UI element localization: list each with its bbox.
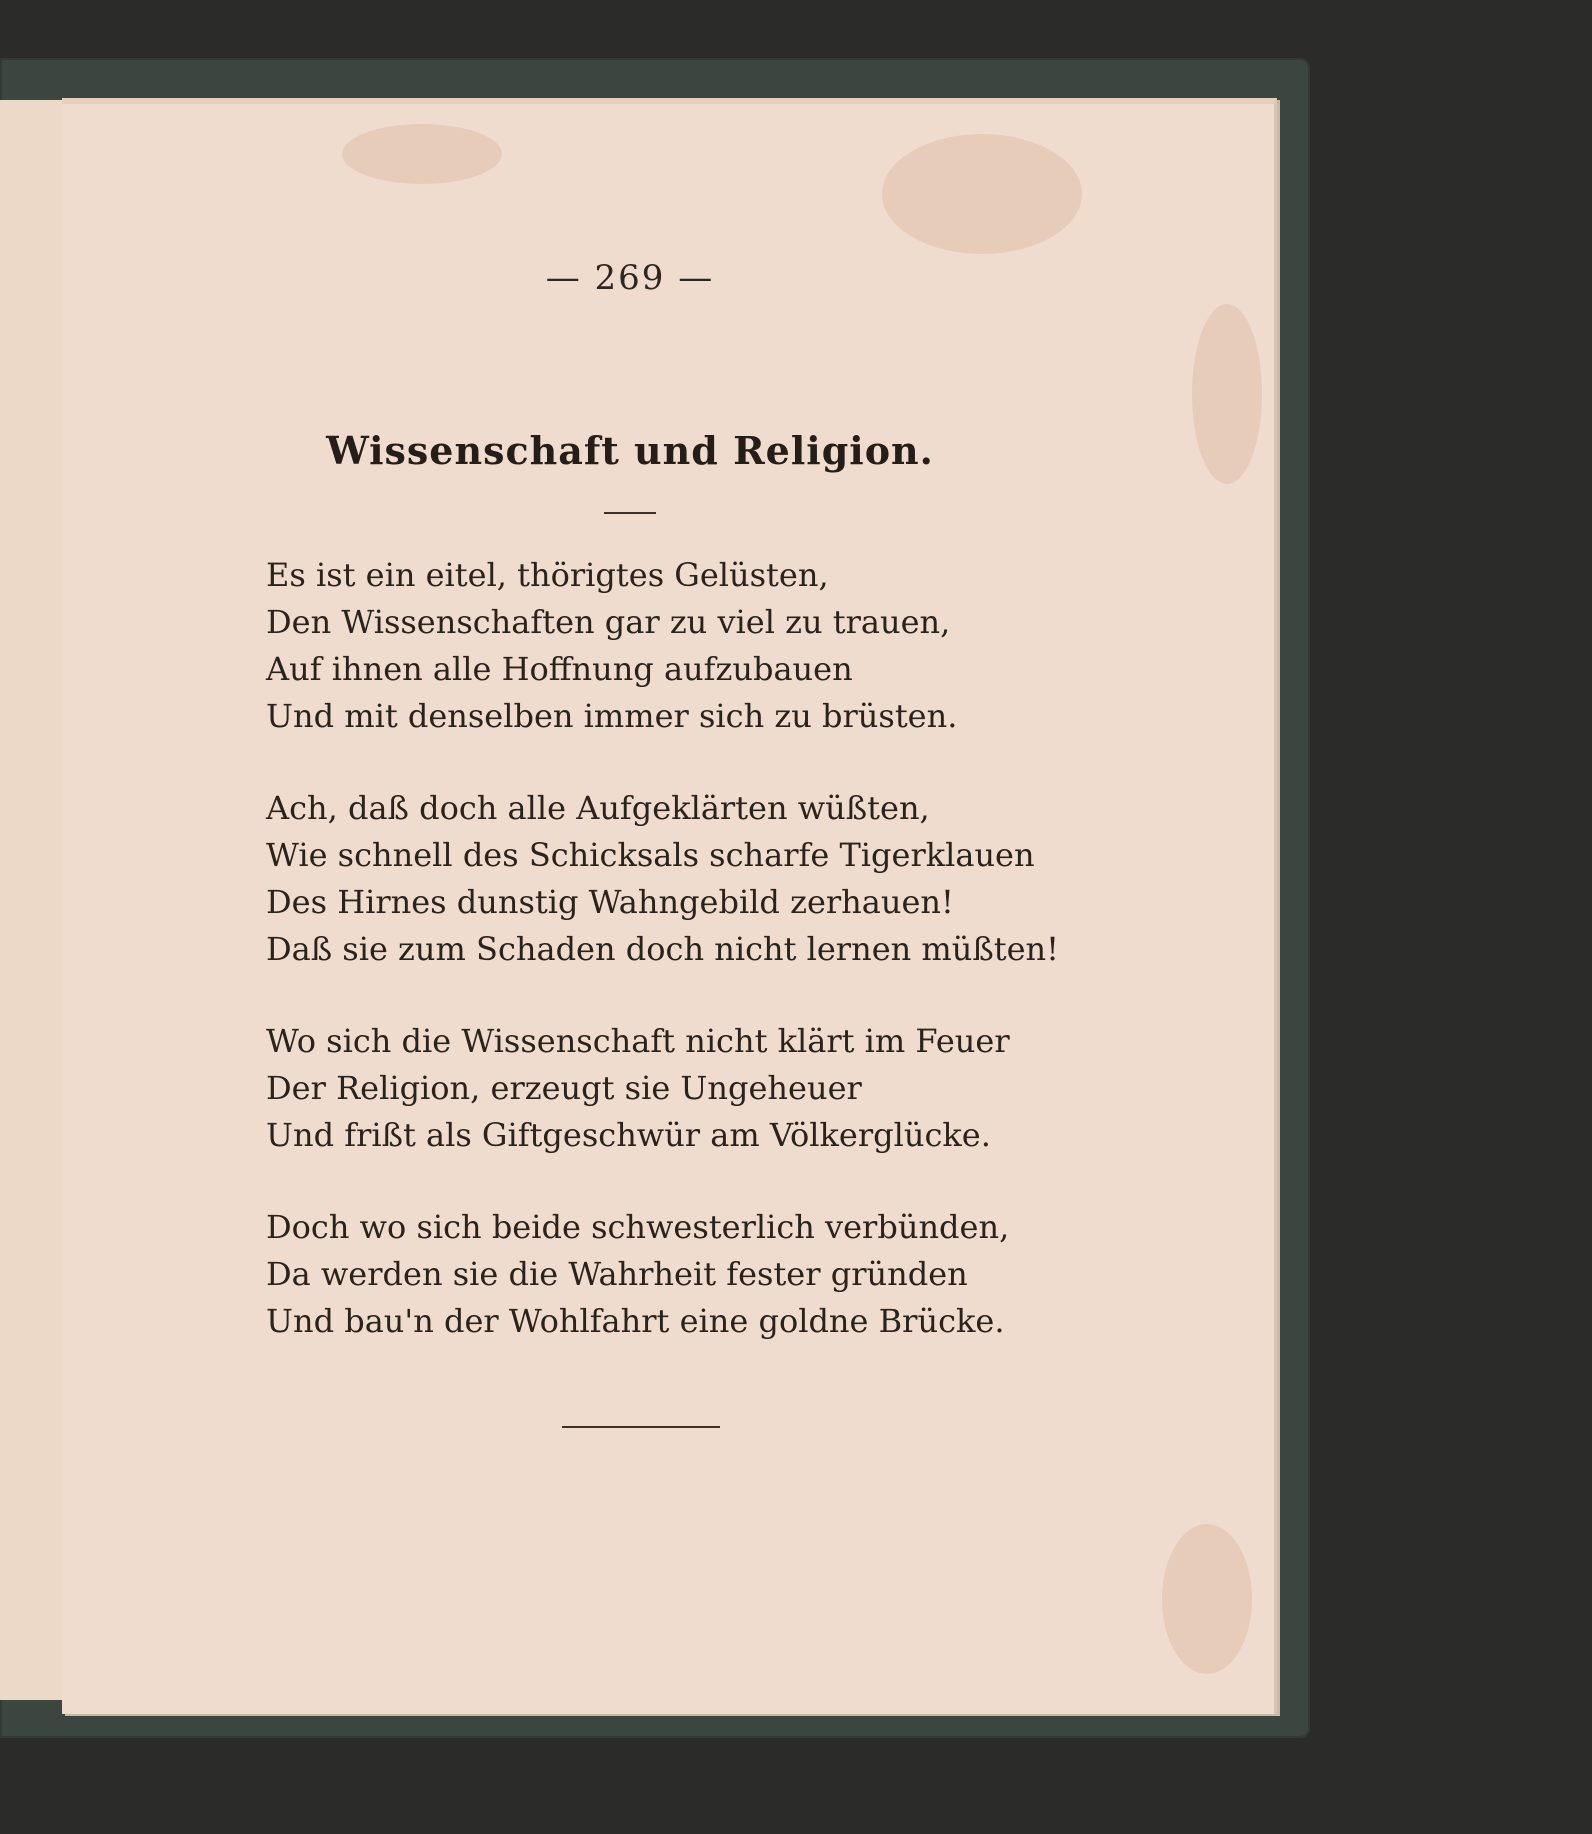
title-divider [604,512,656,514]
stanza-1 [266,552,1166,740]
poem-line: Daß sie zum Schaden doch nicht lernen müßten! [266,930,1060,968]
stanza-3 [266,1018,1166,1159]
poem-line: Da werden sie die Wahrheit fester gründen [266,1255,968,1293]
poem-line: Wo sich die Wissenschaft nicht klärt im Feuer [266,1022,1010,1060]
poem-line: Der Religion, erzeugt sie Ungeheuer [266,1069,862,1107]
paper-stain [1192,304,1262,484]
poem-line: Ach, daß doch alle Aufgeklärten wüßten, [266,789,930,827]
paper-stain [342,124,502,184]
poem-line: Auf ihnen alle Hoffnung aufzubauen [266,650,853,688]
poem-line: Und mit denselben immer sich zu brüsten. [266,697,958,735]
poem-line: Und bau'n der Wohlfahrt eine goldne Brücke. [266,1302,1005,1340]
facing-page-edge [0,100,64,1700]
poem-line: Und frißt als Giftgeschwür am Völkerglücke. [266,1116,991,1154]
paper-stain [882,134,1082,254]
poem-line: Den Wissenschaften gar zu viel zu trauen, [266,603,951,641]
paper-stain [1162,1524,1252,1674]
poem-body [266,552,1166,1390]
page-number: — 269 — [545,258,715,298]
poem-line: Doch wo sich beide schwesterlich verbünden, [266,1208,1010,1246]
poem-title: Wissenschaft und Religion. [326,428,934,473]
stanza-2 [266,785,1166,973]
stanza-4 [266,1204,1166,1345]
poem-line: Es ist ein eitel, thörigtes Gelüsten, [266,556,829,594]
end-divider [562,1426,720,1428]
poem-line: Des Hirnes dunstig Wahngebild zerhauen! [266,883,954,921]
book-page [62,98,1277,1714]
poem-line: Wie schnell des Schicksals scharfe Tigerklauen [266,836,1035,874]
